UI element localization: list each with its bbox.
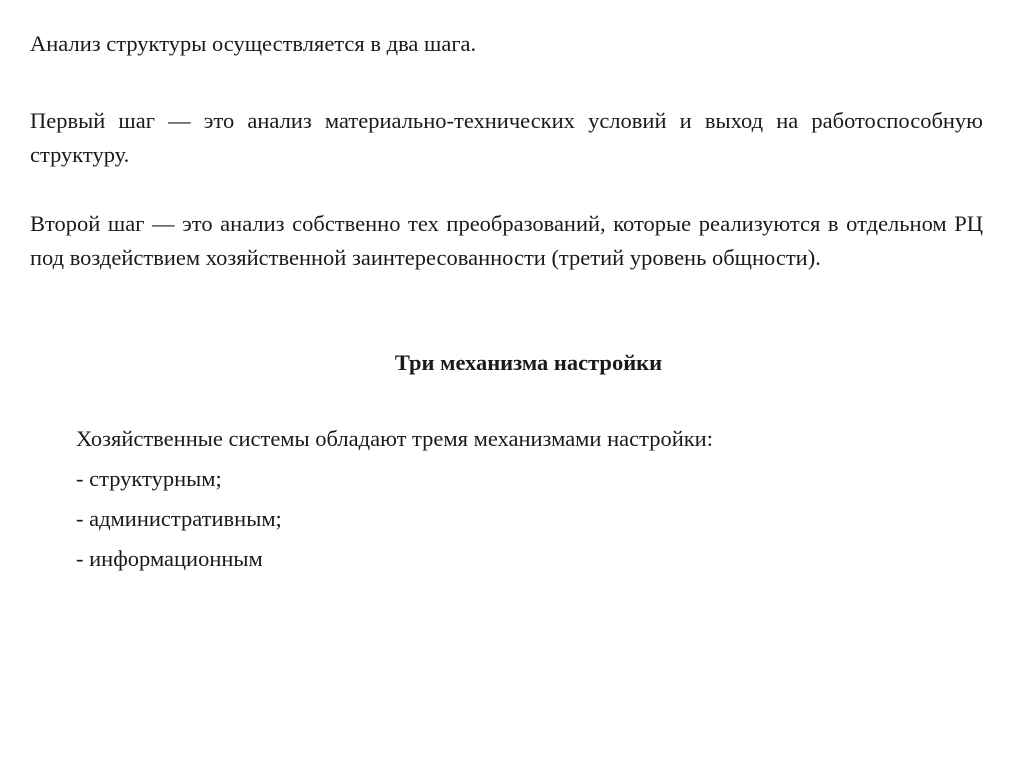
section-heading: Три механизма настройки [394, 350, 663, 375]
list-item: - информационным [76, 546, 263, 571]
paragraph-second-step: Второй шаг — это анализ собственно тех преобразований, которые реализуются в отдельном РЦ под воздействием хозяйственной заинтересованности (третий уровень общности). [30, 211, 983, 270]
mechanisms-list [76, 422, 976, 582]
list-intro: Хозяйственные системы обладают тремя механизмами настройки: [76, 426, 713, 451]
list-item: - структурным; [76, 466, 222, 491]
paragraph-first-step: Первый шаг — это анализ материально-технических условий и выход на работоспособную структуру. [30, 108, 983, 167]
paragraph-intro: Анализ структуры осуществляется в два шага. [30, 31, 477, 56]
list-item: - административным; [76, 506, 282, 531]
